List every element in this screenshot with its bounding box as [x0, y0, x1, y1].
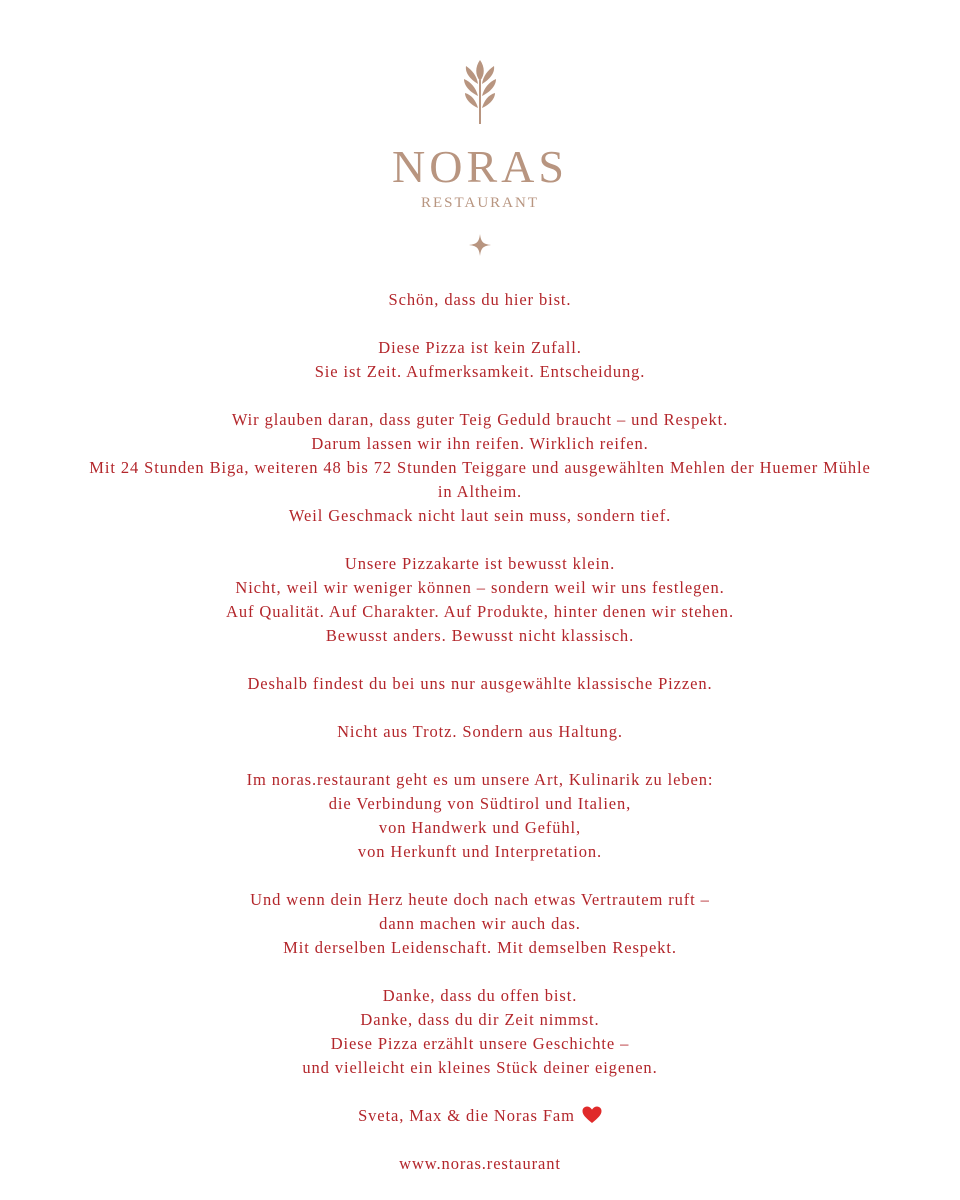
red-heart-icon [582, 1106, 602, 1124]
text-line: Nicht, weil wir weniger können – sondern weil wir uns festlegen. [235, 578, 725, 597]
text-line: von Herkunft und Interpretation. [357, 842, 603, 861]
text-line: Schön, dass du hier bist. [388, 290, 572, 309]
text-line: Deshalb findest du bei uns nur ausgewählte klassische Pizzen. [247, 674, 713, 693]
paragraph-dough [30, 408, 930, 528]
paragraph-thanks [30, 984, 930, 1080]
paragraph-familiar [30, 888, 930, 960]
wheat-leaf-icon [460, 58, 500, 128]
text-line: Auf Qualität. Auf Charakter. Auf Produkte, hinter denen wir stehen. [226, 602, 734, 621]
website-link[interactable]: www.noras.restaurant [399, 1154, 561, 1173]
text-line: Darum lassen wir ihn reifen. Wirklich reifen. [311, 434, 649, 453]
paragraph-classics [30, 672, 930, 696]
brand-name: NORAS [392, 141, 568, 192]
text-line: Nicht aus Trotz. Sondern aus Haltung. [337, 722, 623, 741]
text-line: Und wenn dein Herz heute doch nach etwas Vertrautem ruft – [250, 890, 710, 909]
text-line: die Verbindung von Südtirol und Italien, [328, 794, 632, 813]
signature [30, 1104, 930, 1128]
text-line: Bewusst anders. Bewusst nicht klassisch. [325, 626, 635, 645]
paragraph-greeting [30, 288, 930, 312]
letter-body [30, 288, 930, 1200]
website-footer [30, 1152, 930, 1176]
text-line: Weil Geschmack nicht laut sein muss, sondern tief. [288, 506, 672, 525]
text-line: Wir glauben daran, dass guter Teig Geduld braucht – und Respekt. [231, 410, 729, 429]
signature-text: Sveta, Max & die Noras Fam [358, 1106, 575, 1125]
text-line: Unsere Pizzakarte ist bewusst klein. [344, 554, 616, 573]
paragraph-philosophy [30, 768, 930, 864]
paragraph-attitude [30, 720, 930, 744]
text-line: Sie ist Zeit. Aufmerksamkeit. Entscheidung. [314, 362, 646, 381]
text-line: und vielleicht ein kleines Stück deiner eigenen. [302, 1058, 658, 1077]
text-line: dann machen wir auch das. [379, 914, 581, 933]
text-line: Diese Pizza erzählt unsere Geschichte – [330, 1034, 630, 1053]
text-line: Im noras.restaurant geht es um unsere Art, Kulinarik zu leben: [246, 770, 714, 789]
brand-header [0, 58, 960, 256]
brand-subtitle: RESTAURANT [421, 195, 539, 211]
paragraph-menu [30, 552, 930, 648]
four-point-star-icon [469, 234, 491, 256]
text-line: Diese Pizza ist kein Zufall. [378, 338, 582, 357]
text-line: Danke, dass du offen bist. [382, 986, 578, 1005]
text-line: in Altheim. [437, 482, 523, 501]
text-line: Danke, dass du dir Zeit nimmst. [360, 1010, 600, 1029]
text-line: Mit derselben Leidenschaft. Mit demselben Respekt. [283, 938, 677, 957]
text-line: von Handwerk und Gefühl, [378, 818, 582, 837]
paragraph-pizza [30, 336, 930, 384]
text-line: Mit 24 Stunden Biga, weiteren 48 bis 72 Stunden Teiggare und ausgewählten Mehlen der Huemer Mühle [89, 458, 871, 477]
